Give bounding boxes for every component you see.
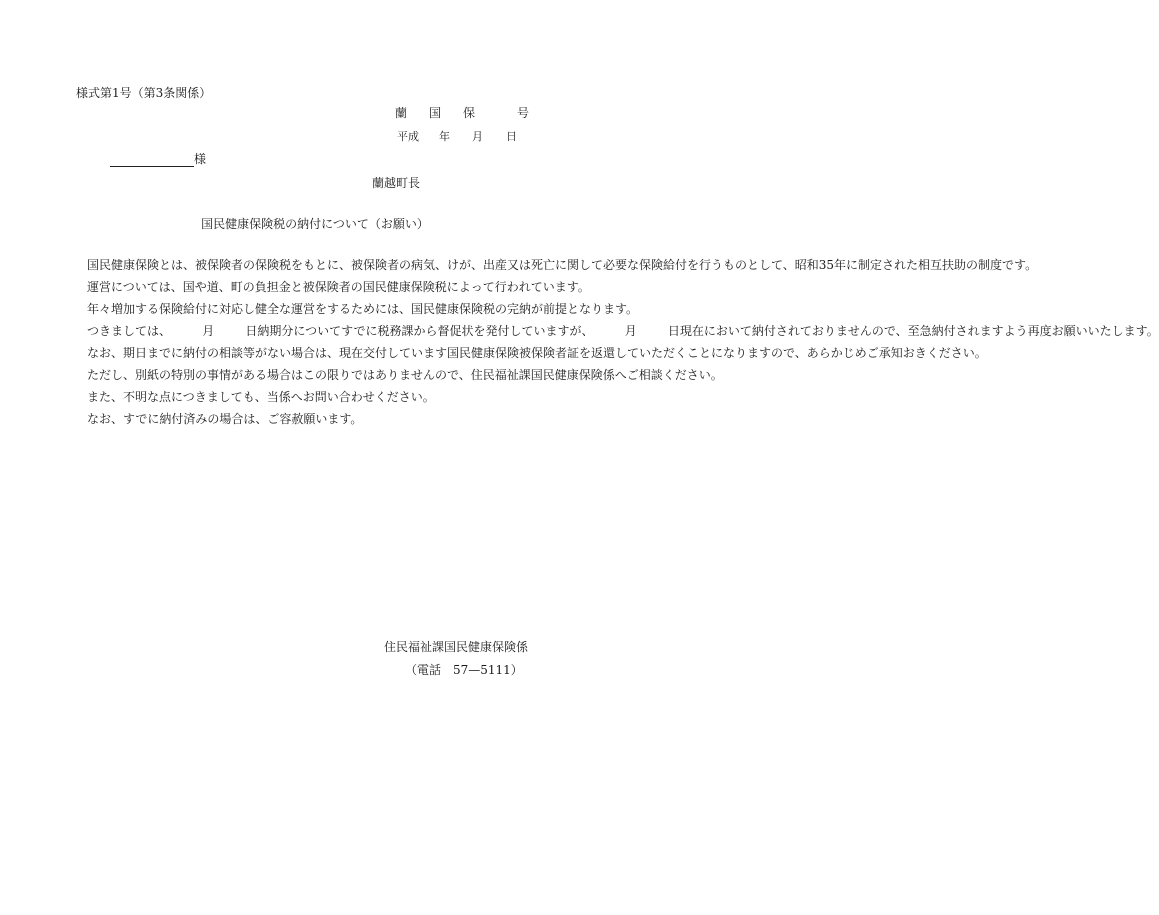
date-year: 年 (439, 130, 450, 143)
date-month: 月 (472, 130, 483, 143)
paragraph: 国民健康保険とは、被保険者の保険税をもとに、被保険者の病気、けが、出産又は死亡に関して必要な保険給付を行うものとして、昭和35年に制定された相互扶助の制度です。 (87, 258, 1038, 272)
doc-number-prefix: 蘭 (395, 106, 408, 120)
paragraph (75, 320, 1159, 342)
paragraph: ただし、別紙の特別の事情がある場合はこの限りではありませんので、住民福祉課国民健康保険係へご相談ください。 (87, 368, 723, 382)
blank-month-label: 月 (202, 324, 215, 338)
paragraph-text: つきましては、 (87, 324, 172, 338)
date-day: 日 (506, 130, 517, 143)
paragraph-text: 日納期分についてすでに税務課から督促状を発付していますが、 (245, 324, 594, 338)
paragraph: 年々増加する保険給付に対応し健全な運営をするためには、国民健康保険税の完納が前提となります。 (87, 302, 639, 316)
paragraph: なお、すでに納付済みの場合は、ご容赦願います。 (87, 412, 363, 426)
paragraph-text: 日現在において納付されておりませんので、至急納付されますよう再度お願いいたします。 (667, 324, 1159, 338)
addressee (110, 150, 206, 167)
telephone: （電話 57—5111） (405, 663, 523, 677)
document-number (395, 104, 529, 121)
date-era: 平成 (397, 130, 419, 143)
blank-month-label: 月 (624, 324, 637, 338)
paragraph: また、不明な点につきましても、当係へお問い合わせください。 (87, 390, 435, 404)
addressee-suffix: 様 (194, 152, 207, 166)
letter-body (75, 254, 1159, 430)
issue-date (397, 128, 517, 144)
doc-number-suffix: 号 (517, 106, 530, 120)
doc-number-insurance: 保 (463, 106, 476, 120)
document-title: 国民健康保険税の納付について（お願い） (201, 217, 429, 231)
paragraph: なお、期日までに納付の相談等がない場合は、現在交付しています国民健康保険被保険者証を返還していただくことになりますので、あらかじめご承知おきください。 (87, 346, 987, 360)
form-number: 様式第1号（第3条関係） (76, 86, 212, 100)
department: 住民福祉課国民健康保険係 (384, 640, 529, 654)
sender: 蘭越町長 (372, 176, 421, 190)
addressee-name-line (110, 153, 194, 167)
paragraph: 運営については、国や道、町の負担金と被保険者の国民健康保険税によって行われています。 (87, 280, 590, 294)
doc-number-national: 国 (429, 106, 442, 120)
